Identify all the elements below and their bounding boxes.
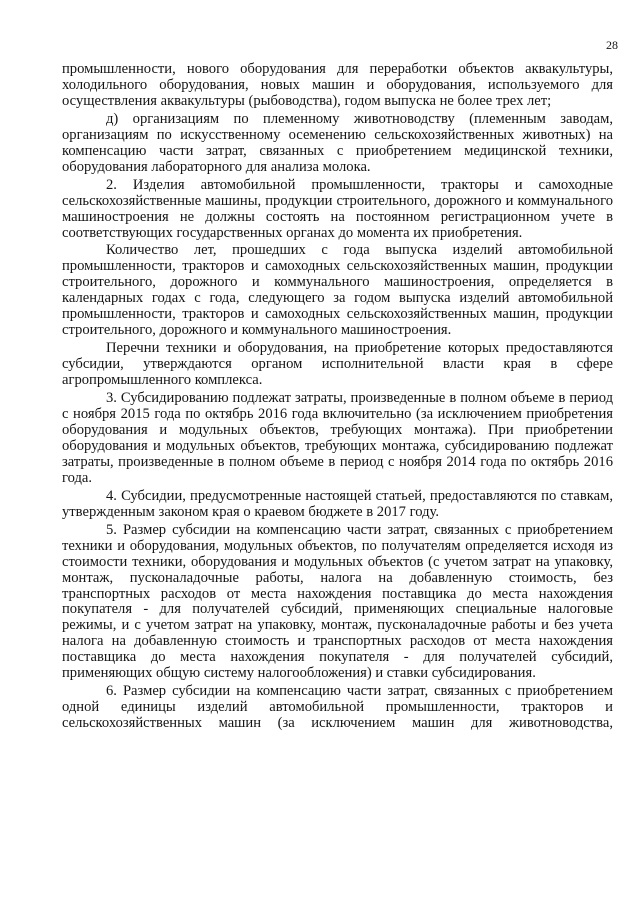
paragraph-4: 4. Субсидии, предусмотренные настоящей статьей, предоставляются по ставкам, утвержденным законом края о краевом бюджете в 2017 году.: [62, 487, 613, 520]
paragraph-2: 2. Изделия автомобильной промышленности, тракторы и самоходные сельскохозяйственные машины, продукции строительного, дорожного и коммунального машиностроения не должны состоять на постоянном регистрационном учете в соответствующих государственных органах до момента их приобретения.: [62, 176, 613, 241]
paragraph-5: 5. Размер субсидии на компенсацию части затрат, связанных с приобретением техники и оборудования, модульных объектов, по получателям определяется исходя из стоимости техники, оборудования и модульных объектов (с учетом затрат на упаковку, монтаж, пусконаладочные работы, налога на добавленную стоимость, без транспортных расходов от места нахождения поставщика до места нахождения покупателя - для получателей субсидий, применяющих специальные налоговые режимы, и с учетом затрат на упаковку, монтаж, пусконаладочные работы и без учета налога на добавленную стоимость и транспортных расходов от места нахождения поставщика до места нахождения покупателя - для получателей субсидий, применяющих общую систему налогообложения) и ставки субсидирования.: [62, 521, 613, 682]
paragraph-3: 3. Субсидированию подлежат затраты, произведенные в полном объеме в период с ноября 2015 года по октябрь 2016 года включительно (за исключением приобретения оборудования и модульных объектов, требующих монтажа). При приобретении оборудования и модульных объектов, требующих монтажа, субсидированию подлежат затраты, произведенные в полном объеме в период с ноября 2014 года по октябрь 2016 года.: [62, 390, 613, 486]
paragraph-lists: Перечни техники и оборудования, на приобретение которых предоставляются субсидии, утверждаются органом исполнительной власти края в сфере агропромышленного комплекса.: [62, 340, 613, 389]
paragraph-6: 6. Размер субсидии на компенсацию части затрат, связанных с приобретением одной единицы изделий автомобильной промышленности, тракторов и сельскохозяйственных машин (за исключением машин для животноводства,: [62, 683, 613, 732]
page-number: 28: [606, 38, 618, 52]
paragraph-continuation: промышленности, нового оборудования для переработки объектов аквакультуры, холодильного оборудования, новых машин и оборудования, используемого для осуществления аквакультуры (рыбоводства), годом выпуска не более трех лет;: [62, 61, 613, 109]
paragraph-d: д) организациям по племенному животноводству (племенным заводам, организациям по искусственному осеменению сельскохозяйственных животных) на компенсацию части затрат, связанных с приобретением медицинской техники, оборудования лабораторного для анализа молока.: [62, 110, 613, 175]
paragraph-years: Количество лет, прошедших с года выпуска изделий автомобильной промышленности, тракторов и самоходных сельскохозяйственных машин, продукции строительного, дорожного и коммунального машиностроения, определяется в календарных годах с года, следующего за годом выпуска изделий автомобильной промышленности, тракторов и самоходных сельскохозяйственных машин, продукции строительного, дорожного и коммунального машиностроения.: [62, 242, 613, 339]
document-body: [62, 62, 613, 734]
